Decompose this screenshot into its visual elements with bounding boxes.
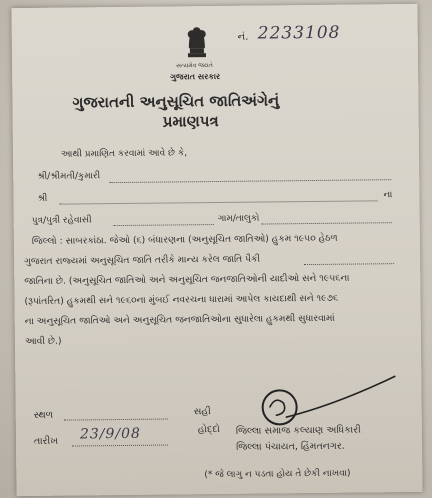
state-line: ગુજરાત રાજ્યમાં અનુસૂચિત જાતિ તરીકે માન્ય કરેલ જાતિ પૈકી (24, 253, 261, 268)
serial-prefix: નં. (237, 31, 249, 43)
father-label: શ્રી (37, 193, 48, 204)
name-line (109, 179, 391, 183)
end-line: આવી છે.) (24, 335, 62, 348)
officer-designation-line1: જિલ્લા સમાજ કલ્યાણ અધિકારી (235, 424, 361, 437)
place-label: સ્થળ (33, 409, 54, 421)
amend-line: (રૂપાંતરિત) હુકમથી સને ૧૯૬૦ના મુંબઈ નવરચના ધારામાં આપેલ કાયદાથી સને ૧૯૭૬ (24, 292, 339, 308)
certificate-title-line1: ગુજરાતની અનુસૂચિત જાતિઅંગેનું (72, 91, 280, 112)
intro-text: આથી પ્રમાણિત કરવામાં આવે છે કે, (60, 148, 188, 160)
state-emblem-icon (180, 22, 214, 62)
place-line (64, 419, 168, 421)
name-label: શ્રી/શ્રીમતી/કુમારી (37, 171, 101, 182)
father-suffix: ના (383, 190, 393, 201)
date-value: 23/9/08 (79, 425, 141, 443)
father-line (60, 200, 378, 204)
date-line (72, 445, 168, 447)
district-line: જિલ્લો : સાબરકાંઠા. જેઓ (૬) બંધારણના (અનુસૂચિત જાતિઓ) હુકમ ૧૯૫૦ હેઠળ (31, 232, 338, 247)
designation-label: હોદ્દો (197, 423, 221, 436)
caste-line-start: જાતિના છે. (અનુસૂચિત જાતિઓ અને અનુસૂચિત જનજાતિઓની યાદીઓ સને ૧૯૫૬ના (24, 272, 350, 288)
certificate-sheet (11, 4, 422, 496)
date-label: તારીખ (33, 435, 59, 447)
serial-number: 2233108 (257, 22, 341, 44)
certificate-title-line2: પ્રમાણપત્ર (162, 111, 219, 131)
footnote: (* જે લાગુ ન પડતા હોય તે છેકી નાખવા) (204, 468, 351, 481)
government-label: ગુજરાત સરકાર (170, 71, 221, 82)
signature-label: સહી (193, 406, 211, 418)
village-label: ગામ/તાલુકો (217, 213, 260, 224)
child-label: પુત્ર/પુત્રી રહેવાસી (31, 215, 92, 226)
act-line: ના અનુસૂચિત જાતિઓ અને અનુસૂચિત જનજાતિઓના સુધારેલા હુકમથી સુધારવામાં (24, 312, 335, 328)
caste-line (304, 263, 394, 265)
officer-designation-line2: જિલ્લા પંચાયત, હિંમતનગર. (236, 440, 345, 453)
village-line (262, 222, 392, 224)
motto-text: સત્યમેવ જયતે (176, 62, 213, 70)
residence-line (114, 224, 214, 226)
